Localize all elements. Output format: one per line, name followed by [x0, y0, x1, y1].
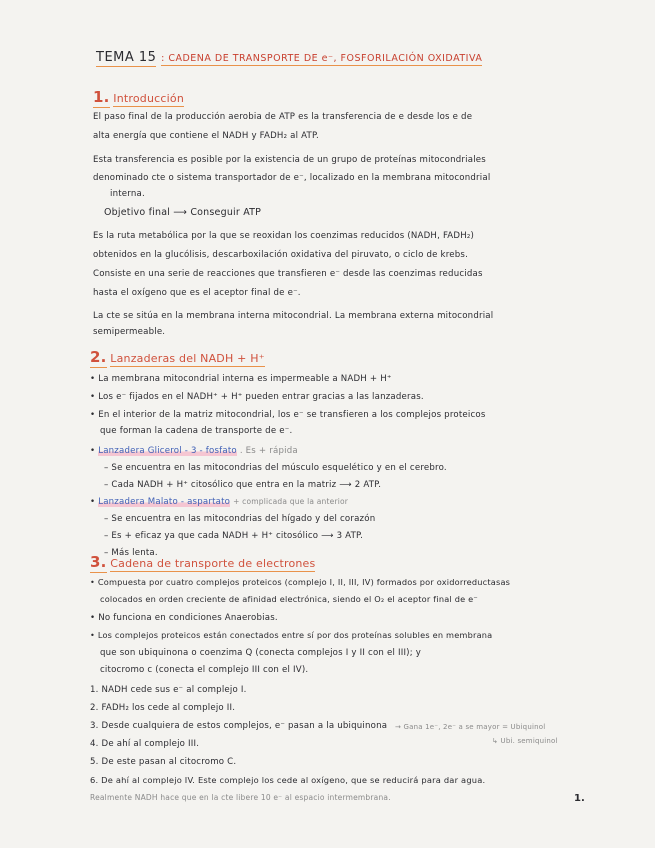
etc-line: colocados en orden creciente de afinidad electrónica, siendo el O₂ el aceptor final de e⁻ — [100, 594, 478, 604]
section-3-label: Cadena de transporte de electrones — [110, 557, 316, 570]
section-2-heading — [90, 348, 265, 366]
intro-line: hasta el oxígeno que es el aceptor final de e⁻. — [93, 288, 301, 298]
malate-item: – Más lenta. — [104, 548, 158, 558]
intro-line: Consiste en una serie de reacciones que transfieren e⁻ desde las coenzimas reducidas — [93, 269, 483, 279]
section-2-label: Lanzaderas del NADH + H⁺ — [110, 352, 265, 365]
glycerol-shuttle-note: . Es + rápida — [239, 446, 298, 456]
page-number: 1. — [574, 793, 585, 804]
malate-shuttle-row — [90, 497, 348, 507]
page-title — [96, 50, 482, 65]
etc-step: 6. De ahí al complejo IV. Este complejo los cede al oxígeno, que se reducirá para dar agua. — [90, 775, 486, 785]
etc-line: • Los complejos proteicos están conectados entre sí por dos proteínas solubles en membrana — [90, 630, 493, 640]
intro-line: alta energía que contiene el NADH y FADH₂ al ATP. — [93, 131, 319, 141]
intro-line: denominado cte o sistema transportador de e⁻, localizado en la membrana mitocondrial — [93, 173, 491, 183]
section-3-number: 3. — [90, 553, 107, 571]
intro-line: Es la ruta metabólica por la que se reoxidan los coenzimas reducidos (NADH, FADH₂) — [93, 231, 475, 241]
intro-line: semipermeable. — [93, 327, 166, 337]
glycerol-item: – Cada NADH + H⁺ citosólico que entra en la matriz ⟶ 2 ATP. — [104, 480, 382, 490]
section-1-label: Introducción — [113, 92, 184, 105]
etc-line: • Compuesta por cuatro complejos proteicos (complejo I, II, III, IV) formados por oxidorreductasas — [90, 577, 511, 587]
side-note: ↳ Ubi. semiquinol — [492, 737, 558, 745]
section-1-heading — [93, 88, 184, 106]
bullet-icon: • — [90, 497, 99, 507]
bullet-icon: • — [90, 446, 99, 456]
shuttle-line: • En el interior de la matriz mitocondrial, los e⁻ se transfieren a los complejos proteicos — [90, 410, 486, 420]
etc-line: citocromo c (conecta el complejo III con el IV). — [100, 665, 309, 675]
intro-line: Esta transferencia es posible por la existencia de un grupo de proteínas mitocondriales — [93, 155, 486, 165]
shuttle-line: • La membrana mitocondrial interna es impermeable a NADH + H⁺ — [90, 374, 392, 384]
intro-line: El paso final de la producción aerobia de ATP es la transferencia de e desde los e de — [93, 112, 473, 122]
etc-step: 2. FADH₂ los cede al complejo II. — [90, 703, 236, 713]
malate-item: – Se encuentra en las mitocondrias del hígado y del corazón — [104, 514, 376, 524]
title-subject: : CADENA DE TRANSPORTE DE e⁻, FOSFORILACIÓN OXIDATIVA — [161, 53, 483, 64]
etc-line: • No funciona en condiciones Anaerobias. — [90, 613, 278, 623]
malate-shuttle-label: Lanzadera Malato - aspartato — [98, 497, 231, 507]
title-topic: TEMA 15 — [96, 50, 157, 65]
etc-line: que son ubiquinona o coenzima Q (conecta complejos I y II con el III); y — [100, 648, 422, 658]
section-3-heading — [90, 553, 315, 571]
intro-line: obtenidos en la glucólisis, descarboxilación oxidativa del piruvato, o ciclo de krebs. — [93, 250, 469, 260]
etc-step: 4. De ahí al complejo III. — [90, 739, 200, 749]
side-note: → Gana 1e⁻, 2e⁻ a se mayor = Ubiquinol — [395, 723, 546, 731]
etc-step: 5. De este pasan al citocromo C. — [90, 757, 237, 767]
shuttle-line: • Los e⁻ fijados en el NADH⁺ + H⁺ pueden entrar gracias a las lanzaderas. — [90, 392, 424, 402]
etc-step: 1. NADH cede sus e⁻ al complejo I. — [90, 685, 247, 695]
section-1-number: 1. — [93, 88, 110, 106]
intro-line: La cte se sitúa en la membrana interna mitocondrial. La membrana externa mitocondrial — [93, 311, 494, 321]
objective-line: Objetivo final ⟶ Conseguir ATP — [104, 207, 262, 218]
etc-step: 3. Desde cualquiera de estos complejos, e⁻ pasan a la ubiquinona — [90, 721, 388, 731]
glycerol-shuttle-label: Lanzadera Glicerol - 3 - fosfato — [98, 446, 237, 456]
malate-item: – Es + eficaz ya que cada NADH + H⁺ citosólico ⟶ 3 ATP. — [104, 531, 364, 541]
shuttle-line: que forman la cadena de transporte de e⁻. — [100, 426, 293, 436]
glycerol-shuttle-row — [90, 446, 298, 456]
section-2-number: 2. — [90, 348, 107, 366]
glycerol-item: – Se encuentra en las mitocondrias del músculo esquelético y en el cerebro. — [104, 463, 447, 473]
intro-line: interna. — [110, 189, 145, 199]
malate-shuttle-note: + complicada que la anterior — [233, 497, 349, 506]
footer-note: Realmente NADH hace que en la cte libere 10 e⁻ al espacio intermembrana. — [90, 793, 391, 802]
